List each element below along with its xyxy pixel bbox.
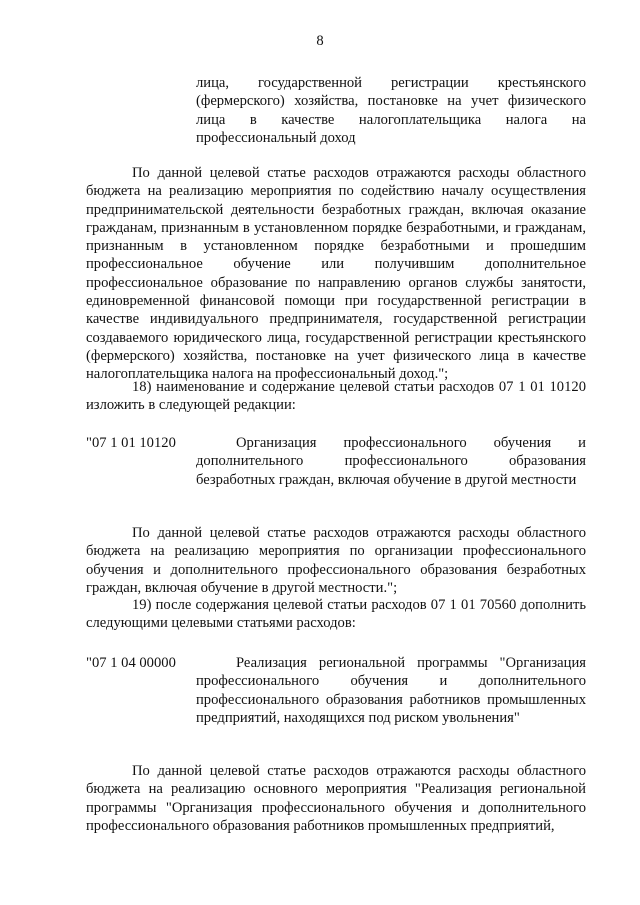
item-19-instruction: 19) после содержания целевой статьи расходов 07 1 01 70560 дополнить следующими целевыми статьями расходов: xyxy=(86,597,586,632)
continued-description: лица, государственной регистрации крестьянского (фермерского) хозяйства, постановке на учет физического лица в качестве налогоплательщика налога на профессиональный доход xyxy=(196,75,586,146)
paragraph-training: По данной целевой статье расходов отражаются расходы областного бюджета на реализацию мероприятия по организации профессионального обучения и дополнительного профессионального образования безработных граждан, включая обучение в другой местности."; xyxy=(86,525,586,596)
entry-2-code: "07 1 04 00000 xyxy=(86,655,176,671)
page-number: 8 xyxy=(316,33,324,49)
paragraph-financial-aid: По данной целевой статье расходов отражаются расходы областного бюджета на реализацию мероприятия по содействию началу осуществления предпринимательской деятельности безработных граждан, включая оказание гражданам, признанным в установленном порядке безработными, и гражданам, признанным в установленном порядке безработными и прошедшим профессиональное обучение или получившим дополнительное профессиональное образование по направлению органов службы занятости, единовременной финансовой помощи при государственной регистрации в качестве индивидуального предпринимателя, государственной регистрации создаваемого юридического лица, государственной регистрации крестьянского (фермерского) хозяйства, постановке на учет физического лица в качестве налогоплательщика налога на профессиональный доход."; xyxy=(86,165,586,383)
entry-1-description: Организация профессионального обучения и дополнительного профессионального образования безработных граждан, включая обучение в другой местности xyxy=(196,435,586,488)
item-18-instruction: 18) наименование и содержание целевой статьи расходов 07 1 01 10120 изложить в следующей редакции: xyxy=(86,379,586,414)
entry-2-description: Реализация региональной программы "Организация профессионального обучения и дополнительного профессионального образования работников промышленных предприятий, находящихся под риском увольнения" xyxy=(196,655,586,726)
paragraph-regional-program: По данной целевой статье расходов отражаются расходы областного бюджета на реализацию основного мероприятия "Реализация региональной программы "Организация профессионального обучения и дополнительного профессионального образования работников промышленных предприятий, xyxy=(86,763,586,834)
entry-1-code: "07 1 01 10120 xyxy=(86,435,176,451)
